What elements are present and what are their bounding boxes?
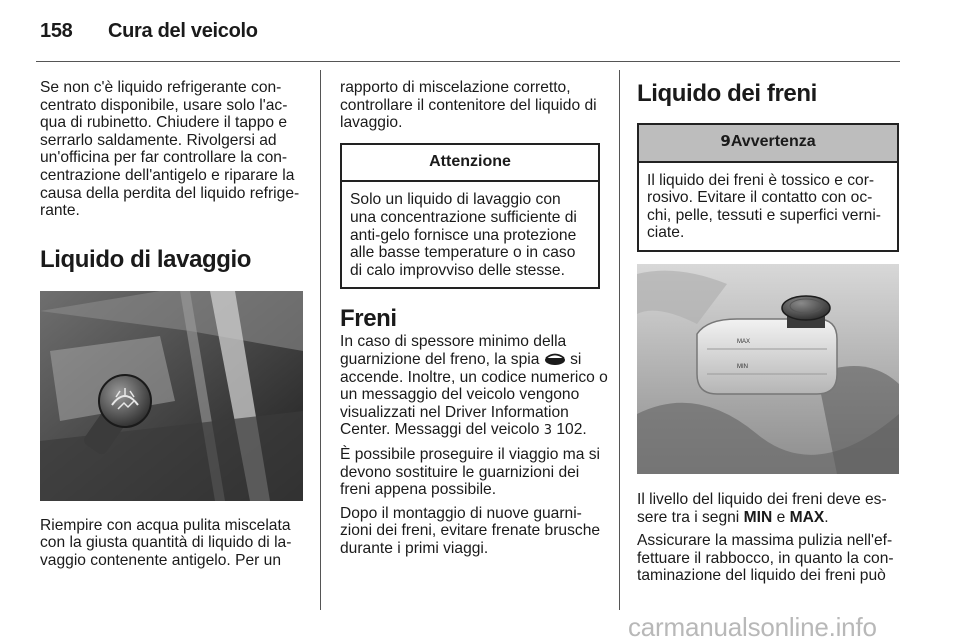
washer-reservoir-illustration: [40, 291, 303, 501]
brakes-paragraph-2: È possibile proseguire il viaggio ma si devono sostituire le guarnizioni dei freni appena possibile.: [340, 445, 601, 499]
brake-fluid-heading: Liquido dei freni: [637, 80, 817, 107]
page-header: [40, 20, 258, 43]
column-divider-1: [320, 70, 321, 610]
warning-title-text: Avvertenza: [730, 133, 816, 150]
level-end: .: [824, 508, 829, 526]
cleanliness-paragraph: Assicurare la massima pulizia nell'ef-fettuare il rabbocco, in quanto la con-taminazione del liquido dei freni può: [637, 532, 894, 585]
level-paragraph: [637, 491, 905, 526]
washer-reservoir-photo: [40, 291, 303, 501]
washer-fluid-text: Riempire con acqua pulita miscelata con la giusta quantità di liquido di la-vaggio contenente antigelo. Per un: [40, 516, 292, 569]
brake-reservoir-photo: [637, 264, 899, 474]
coolant-paragraph: Se non c'è liquido refrigerante con-centrato disponibile, usare solo l'ac-qua di rubinetto. Chiudere il tappo e serrarlo saldamente. Rivolgersi ad un'officina per far controllare la con-centrazione dell'antigelo e riparare la causa della perdita del liquido refrige-rante.: [40, 79, 300, 220]
washer-continuation: rapporto di miscelazione corretto, controllare il contenitore del liquido di lavaggio.: [340, 79, 597, 132]
column-2: [340, 79, 608, 557]
brakes-heading: Freni: [340, 305, 397, 333]
column-3: [637, 80, 905, 585]
min-mark: MIN: [737, 363, 748, 370]
warning-title: [639, 125, 897, 163]
level-and: e: [776, 508, 786, 526]
page-reference-icon: 3: [543, 423, 552, 439]
column-divider-2: [619, 70, 620, 610]
min-label: MIN: [743, 508, 773, 526]
warning-icon: 9: [720, 132, 731, 150]
header-rule: [36, 61, 900, 62]
level-text: Il livello del liquido dei freni deve es-sere tra i segni: [637, 490, 887, 526]
column-1: [40, 79, 308, 570]
attention-box: [340, 143, 600, 290]
attention-title: Attenzione: [342, 145, 598, 183]
washer-fluid-heading: Liquido di lavaggio: [40, 245, 252, 273]
brakes-paragraph-3: Dopo il montaggio di nuove guarni-zioni dei freni, evitare frenate brusche durante i primi viaggi.: [340, 504, 601, 557]
brakes-p1-start: In caso di spessore minimo della guarnizione del freno, la spia: [340, 333, 567, 368]
brake-pad-warning-icon: [544, 352, 566, 366]
page-number: 158: [40, 20, 73, 42]
max-mark: MAX: [737, 338, 751, 345]
chapter-title: Cura del veicolo: [108, 20, 258, 42]
warning-box: [637, 123, 899, 252]
brakes-paragraph-1: [340, 333, 608, 440]
brakes-p1-end: si accende. Inoltre, un codice numerico o un messaggio del veicolo vengono visualizzati nel Driver Information Center. Messaggi del veicolo: [340, 350, 608, 439]
attention-text: Solo un liquido di lavaggio con una concentrazione sufficiente di anti-gelo fornisce una protezione alle basse temperature o in caso di calo improvviso delle stesse.: [350, 191, 577, 279]
watermark: carmanualsonline.info: [628, 612, 877, 642]
page-reference: 102.: [556, 421, 587, 439]
max-label: MAX: [789, 508, 825, 526]
brake-reservoir-illustration: [637, 264, 899, 474]
warning-text: Il liquido dei freni è tossico e cor-rosivo. Evitare il contatto con oc-chi, pelle, tessuti e superfici verni-ciate.: [647, 171, 882, 242]
